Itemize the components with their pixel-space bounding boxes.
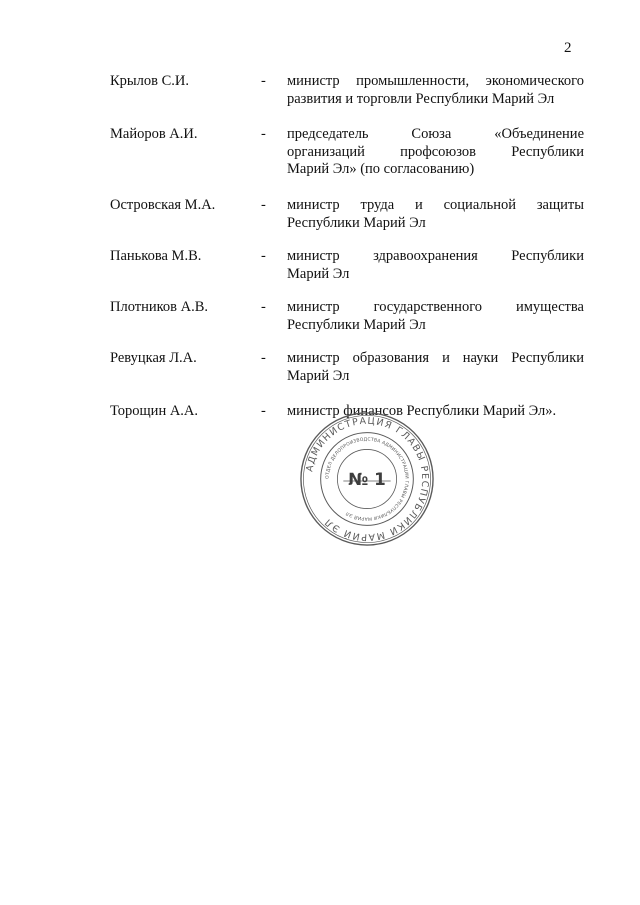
seal-number: № 1 <box>348 468 386 489</box>
description-line: министр образования и науки Республики <box>287 350 584 366</box>
description-line: Республики Марий Эл <box>287 316 426 333</box>
person-name: Ревуцкая Л.А. <box>110 350 197 366</box>
position-description <box>287 73 584 108</box>
description-line: министр финансов Республики Марий Эл». <box>287 403 557 419</box>
person-name: Крылов С.И. <box>110 73 190 89</box>
dash: - <box>261 299 266 315</box>
person-name: Островская М.А. <box>110 197 216 213</box>
page-number: 2 <box>564 40 572 56</box>
dash: - <box>261 197 266 213</box>
description-line: Марий Эл» (по согласованию) <box>287 161 475 177</box>
description-line: организаций профсоюзов Республики <box>287 143 584 160</box>
dash: - <box>261 248 266 264</box>
dash: - <box>261 350 266 366</box>
position-description <box>287 248 584 283</box>
dash: - <box>261 403 266 419</box>
person-name: Плотников А.В. <box>110 299 209 315</box>
description-line: Марий Эл <box>287 265 350 282</box>
person-name: Панькова М.В. <box>110 248 202 264</box>
seal-outer-text: АДМИНИСТРАЦИЯ ГЛАВЫ РЕСПУБЛИКИ МАРИЙ ЭЛ <box>304 415 431 543</box>
position-description <box>287 350 584 385</box>
dash: - <box>261 126 266 142</box>
position-description <box>287 197 584 232</box>
position-description <box>287 126 584 179</box>
official-seal-stamp <box>298 410 436 548</box>
description-line: председатель Союза «Объединение <box>287 126 584 142</box>
description-line: министр промышленности, экономического <box>287 73 584 89</box>
description-line: министр здравоохранения Республики <box>287 248 584 264</box>
dash: - <box>261 73 266 89</box>
description-line: министр государственного имущества <box>287 299 584 315</box>
person-name: Майоров А.И. <box>110 126 198 142</box>
person-name: Торощин А.А. <box>110 403 199 419</box>
description-line: Марий Эл <box>287 367 350 384</box>
description-line: Республики Марий Эл <box>287 214 426 231</box>
position-description <box>287 299 584 334</box>
description-line: развития и торговли Республики Марий Эл <box>287 90 555 107</box>
seal-inner-text: ОТДЕЛ ДЕЛОПРОИЗВОДСТВА АДМИНИСТРАЦИИ ГЛАВЫ РЕСПУБЛИКИ МАРИЙ ЭЛ <box>325 437 409 521</box>
description-line: министр труда и социальной защиты <box>287 197 584 213</box>
